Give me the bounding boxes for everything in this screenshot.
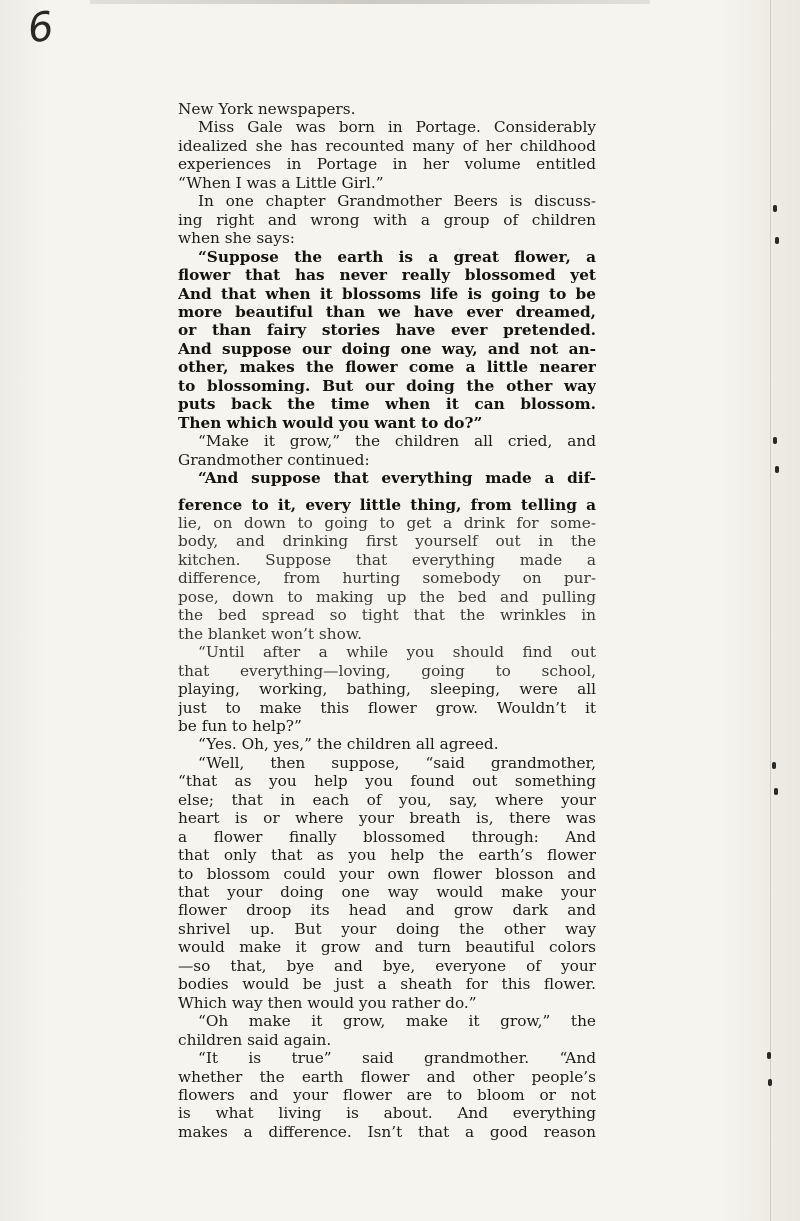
margin-speck: [774, 788, 778, 795]
margin-speck: [773, 437, 777, 444]
margin-speck: [773, 205, 777, 212]
page-fold-line: [770, 0, 771, 1221]
text-line: the blanket won’t show.: [178, 624, 362, 643]
text-line: puts back the time when it can blossom.: [178, 395, 596, 414]
text-line: Grandmother continued:: [178, 450, 370, 469]
margin-speck: [772, 762, 776, 769]
text-line: other, makes the flower come a little nearer: [178, 358, 596, 377]
text-line: And that when it blossoms life is going to be: [178, 284, 596, 303]
text-line: kitchen. Suppose that everything made a: [178, 550, 596, 569]
text-line: shrivel up. But your doing the other way: [178, 919, 596, 938]
text-line: a flower finally blossomed through: And: [178, 827, 596, 846]
text-line: to blossoming. But our doing the other way: [178, 376, 596, 395]
text-line: playing, working, bathing, sleeping, were all: [178, 680, 596, 699]
text-line: experiences in Portage in her volume entitled: [178, 155, 596, 174]
text-line: “Suppose the earth is a great flower, a: [198, 247, 596, 266]
text-line: idealized she has recounted many of her childhood: [178, 136, 596, 155]
text-line: “Make it grow,” the children all cried, and: [198, 432, 596, 451]
text-line: “Well, then suppose, “said grandmother,: [198, 753, 596, 772]
page-top-edge: [90, 0, 650, 4]
text-line: ing right and wrong with a group of children: [178, 210, 596, 229]
text-line: would make it grow and turn beautiful colors: [178, 938, 596, 957]
article-column: [178, 100, 596, 1141]
text-line: else; that in each of you, say, where your: [178, 790, 596, 809]
text-line: when she says:: [178, 229, 295, 248]
text-line: Which way then would you rather do.”: [178, 993, 477, 1012]
text-line: to blossom could your own flower blosson and: [178, 864, 596, 883]
text-line: flower that has never really blossomed yet: [178, 266, 596, 285]
text-line: the bed spread so tight that the wrinkles in: [178, 606, 596, 625]
text-line: “Yes. Oh, yes,” the children all agreed.: [198, 735, 499, 754]
text-line: New York newspapers.: [178, 100, 356, 118]
text-line: flowers and your flower are to bloom or not: [178, 1086, 596, 1105]
text-line: more beautiful than we have ever dreamed,: [178, 302, 596, 321]
margin-speck: [767, 1052, 771, 1059]
text-line: “It is true” said grandmother. “And: [198, 1049, 596, 1068]
text-line: “that as you help you found out something: [178, 772, 596, 791]
text-line: Miss Gale was born in Portage. Considerably: [198, 118, 596, 137]
text-line: —so that, bye and bye, everyone of your: [178, 956, 596, 975]
text-line: body, and drinking first yourself out in the: [178, 532, 596, 551]
text-line: And suppose our doing one way, and not an-: [178, 339, 596, 358]
text-line: “And suppose that everything made a dif-: [198, 469, 596, 488]
text-line: makes a difference. Isn’t that a good reason: [178, 1122, 596, 1141]
text-line: be fun to help?”: [178, 716, 302, 735]
text-line: “When I was a Little Girl.”: [178, 173, 384, 192]
margin-speck: [775, 237, 779, 244]
text-line: ference to it, every little thing, from telling a: [178, 495, 596, 514]
text-line: is what living is about. And everything: [178, 1104, 596, 1123]
text-line: children said again.: [178, 1030, 332, 1049]
text-line: heart is or where your breath is, there was: [178, 809, 596, 828]
margin-speck: [775, 466, 779, 473]
page-number: 6: [24, 3, 57, 53]
text-line: bodies would be just a sheath for this flower.: [178, 975, 596, 994]
margin-speck: [768, 1079, 772, 1086]
text-line: or than fairy stories have ever pretended.: [178, 321, 596, 340]
text-line: Then which would you want to do?”: [178, 413, 483, 432]
text-line: flower droop its head and grow dark and: [178, 901, 596, 920]
paste-gap: [178, 488, 596, 496]
text-line: In one chapter Grandmother Beers is discuss-: [198, 192, 596, 211]
text-line: that everything—loving, going to school,: [178, 661, 596, 680]
text-line: that only that as you help the earth’s flower: [178, 846, 596, 865]
text-line: “Oh make it grow, make it grow,” the: [198, 1012, 596, 1031]
text-line: that your doing one way would make your: [178, 883, 596, 902]
text-line: “Until after a while you should find out: [198, 643, 596, 662]
text-line: difference, from hurting somebody on pur-: [178, 569, 596, 588]
text-line: pose, down to making up the bed and pulling: [178, 587, 596, 606]
text-line: lie, on down to going to get a drink for some-: [178, 513, 596, 532]
text-line: just to make this flower grow. Wouldn’t it: [178, 698, 596, 717]
text-line: whether the earth flower and other people’s: [178, 1067, 596, 1086]
